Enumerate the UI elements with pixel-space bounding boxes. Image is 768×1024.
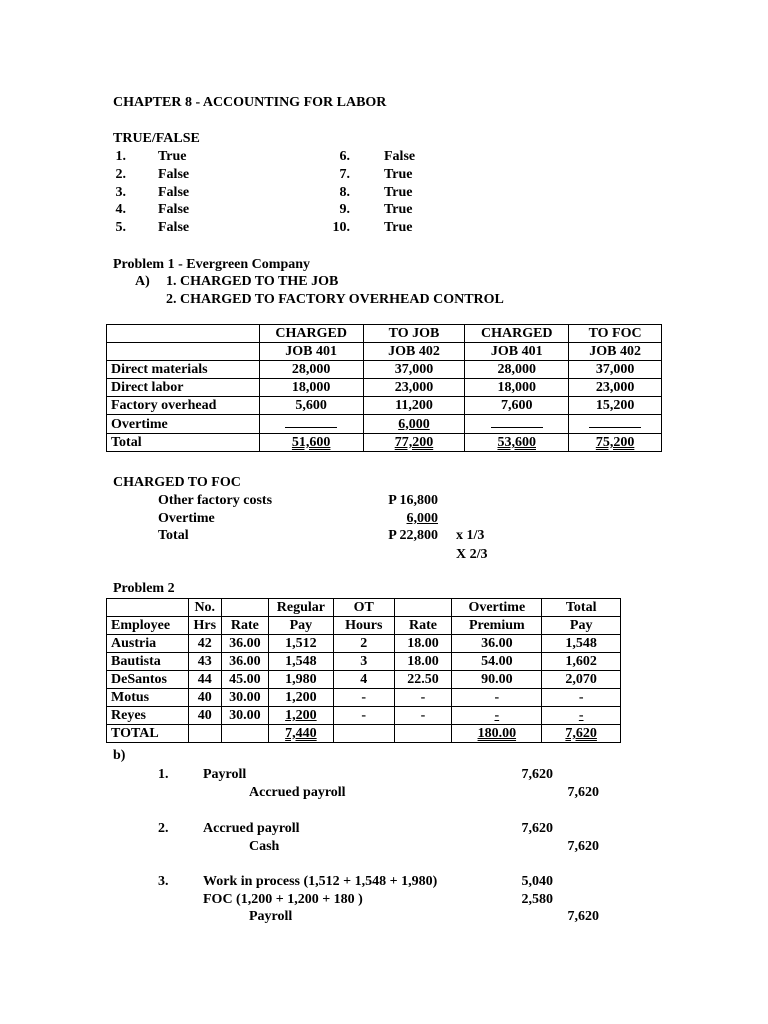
entry-debit: 5,040 [521, 874, 553, 889]
table-cell: 42 [188, 635, 221, 653]
table-cell [333, 725, 394, 743]
cell-value: - [578, 708, 584, 723]
table-cell: 18.00 [394, 653, 452, 671]
table-cell: 40 [188, 707, 221, 725]
table-cell: 44 [188, 671, 221, 689]
tf-answer: True [384, 202, 413, 218]
entry-credit: 7,620 [567, 909, 599, 924]
entry-debit: 7,620 [521, 767, 553, 782]
table-cell: 1,548 [542, 635, 621, 653]
table-cell [363, 434, 465, 452]
employee-name: Motus [107, 689, 189, 707]
tf-number: 4. [115, 202, 126, 218]
foc-value: 6,000 [406, 510, 438, 526]
row-label: TOTAL [107, 725, 189, 743]
foc-value: P 16,800 [388, 493, 438, 508]
table-cell [452, 725, 542, 743]
table-row [107, 635, 621, 653]
underline-blank [491, 415, 543, 428]
entry-account: Payroll [249, 909, 293, 924]
header-cell [221, 599, 268, 617]
table-cell: 23,000 [363, 379, 465, 397]
problem1-heading: Problem 1 - Evergreen Company [113, 257, 311, 272]
header-cell [107, 343, 260, 361]
table-cell: 18,000 [465, 379, 569, 397]
table-cell: 36.00 [452, 635, 542, 653]
table-cell: 15,200 [569, 397, 662, 415]
table-cell [542, 707, 621, 725]
cell-value: 75,200 [595, 435, 635, 450]
tf-heading: TRUE/FALSE [113, 131, 200, 146]
header-cell: CHARGED [465, 325, 569, 343]
cell-value: 7,440 [285, 726, 317, 741]
table-cell: 7,600 [465, 397, 569, 415]
foc-note-2-3: X 2/3 [456, 547, 488, 562]
entry-debit: 7,620 [521, 821, 553, 836]
job-cost-table [106, 324, 662, 452]
problem1-line2: 2. CHARGED TO FACTORY OVERHEAD CONTROL [166, 292, 504, 307]
entry-number: 1. [158, 767, 169, 782]
table-cell: 36.00 [221, 653, 268, 671]
tf-answer: True [384, 220, 413, 236]
foc-value: P 22,800 [388, 528, 438, 543]
header-cell: JOB 401 [465, 343, 569, 361]
header-cell: CHARGED [259, 325, 363, 343]
table-row [107, 397, 662, 415]
header-cell: Pay [542, 617, 621, 635]
header-cell: TO FOC [569, 325, 662, 343]
table-header-row [107, 599, 621, 617]
employee-name: DeSantos [107, 671, 189, 689]
header-cell [107, 325, 260, 343]
tf-number: 6. [339, 149, 350, 164]
tf-answer: True [158, 149, 187, 164]
entry-account: Cash [249, 838, 280, 854]
header-cell: Rate [394, 617, 452, 635]
table-cell: 37,000 [569, 361, 662, 379]
total-row [107, 725, 621, 743]
table-cell: - [452, 689, 542, 707]
header-cell: Regular [268, 599, 333, 617]
part-b-label: b) [113, 748, 126, 763]
table-row [107, 707, 621, 725]
header-cell: Overtime [452, 599, 542, 617]
table-cell: 90.00 [452, 671, 542, 689]
table-cell: 2 [333, 635, 394, 653]
row-label: Direct labor [107, 379, 260, 397]
entry-account: Accrued payroll [203, 821, 300, 836]
table-row [107, 415, 662, 434]
cell-value: 6,000 [398, 416, 430, 432]
foc-label: Total [158, 528, 189, 543]
tf-number: 2. [115, 166, 126, 182]
table-cell: 1,980 [268, 671, 333, 689]
underline-blank [589, 415, 641, 428]
table-cell [259, 415, 363, 434]
table-cell: 36.00 [221, 635, 268, 653]
table-cell [569, 434, 662, 452]
row-label: Direct materials [107, 361, 260, 379]
cell-value: 53,600 [497, 435, 536, 450]
header-cell: OT [333, 599, 394, 617]
table-cell [259, 434, 363, 452]
cell-value: 7,620 [565, 726, 597, 741]
problem1-a-label: A) [135, 274, 150, 289]
table-cell [569, 415, 662, 434]
problem1-line1: 1. CHARGED TO THE JOB [166, 274, 339, 289]
foc-heading: CHARGED TO FOC [113, 475, 241, 490]
header-cell: Premium [452, 617, 542, 635]
table-cell: 45.00 [221, 671, 268, 689]
table-cell: - [542, 689, 621, 707]
row-label: Factory overhead [107, 397, 260, 415]
table-row [107, 689, 621, 707]
entry-credit: 7,620 [567, 838, 599, 854]
table-header-row [107, 325, 662, 343]
table-cell: 18.00 [394, 635, 452, 653]
header-cell: JOB 402 [363, 343, 465, 361]
table-cell: 28,000 [259, 361, 363, 379]
underline-blank [285, 415, 337, 428]
header-cell: JOB 402 [569, 343, 662, 361]
table-row [107, 379, 662, 397]
entry-account: Payroll [203, 767, 247, 782]
entry-credit: 7,620 [567, 784, 599, 800]
header-cell: JOB 401 [259, 343, 363, 361]
table-cell: 1,548 [268, 653, 333, 671]
foc-label: Other factory costs [158, 493, 273, 508]
tf-answer: True [384, 166, 413, 182]
header-cell: Pay [268, 617, 333, 635]
tf-number: 1. [115, 149, 126, 164]
table-cell: 1,602 [542, 653, 621, 671]
table-cell [221, 725, 268, 743]
tf-answer: False [158, 202, 190, 218]
table-cell: 18,000 [259, 379, 363, 397]
table-cell [188, 725, 221, 743]
header-cell: Total [542, 599, 621, 617]
tf-number: 8. [339, 184, 350, 200]
table-cell: 30.00 [221, 689, 268, 707]
table-cell [452, 707, 542, 725]
entry-account: Work in process (1,512 + 1,548 + 1,980) [203, 874, 438, 889]
table-cell: 28,000 [465, 361, 569, 379]
entry-number: 3. [158, 874, 169, 889]
table-header-row [107, 617, 621, 635]
header-cell: No. [188, 599, 221, 617]
tf-number: 10. [332, 220, 350, 236]
table-cell: 22.50 [394, 671, 452, 689]
tf-answer: False [158, 184, 190, 200]
table-cell: 5,600 [259, 397, 363, 415]
table-header-row [107, 343, 662, 361]
table-cell: - [394, 707, 452, 725]
tf-answer: False [158, 166, 190, 182]
table-row [107, 671, 621, 689]
table-cell [268, 725, 333, 743]
problem2-heading: Problem 2 [113, 581, 175, 596]
header-cell: Employee [107, 617, 189, 635]
employee-name: Austria [107, 635, 189, 653]
table-cell: 4 [333, 671, 394, 689]
employee-name: Reyes [107, 707, 189, 725]
table-cell [465, 415, 569, 434]
table-row [107, 653, 621, 671]
header-cell: TO JOB [363, 325, 465, 343]
table-cell [542, 725, 621, 743]
table-cell [465, 434, 569, 452]
employee-name: Bautista [107, 653, 189, 671]
table-cell [394, 725, 452, 743]
row-label: Overtime [107, 415, 260, 434]
header-cell: Hours [333, 617, 394, 635]
row-label: Total [107, 434, 260, 452]
table-row [107, 434, 662, 452]
table-cell: 23,000 [569, 379, 662, 397]
table-cell: 40 [188, 689, 221, 707]
entry-debit: 2,580 [521, 891, 553, 907]
table-cell: 37,000 [363, 361, 465, 379]
table-cell [268, 707, 333, 725]
foc-note: x 1/3 [456, 528, 485, 543]
tf-answer: False [158, 220, 190, 236]
table-cell [363, 415, 465, 434]
header-cell: Rate [221, 617, 268, 635]
table-cell: 1,200 [268, 689, 333, 707]
tf-number: 3. [115, 184, 126, 200]
page-title: CHAPTER 8 - ACCOUNTING FOR LABOR [113, 95, 387, 110]
table-row [107, 361, 662, 379]
cell-value: 1,200 [285, 708, 317, 723]
tf-answer: True [384, 184, 413, 200]
cell-value: 180.00 [477, 726, 517, 741]
cell-value: 51,600 [291, 435, 331, 450]
entry-account: Accrued payroll [249, 784, 346, 800]
table-cell: 1,512 [268, 635, 333, 653]
entry-number: 2. [158, 821, 169, 836]
tf-number: 7. [339, 166, 350, 182]
tf-number: 5. [115, 220, 126, 236]
table-cell: - [333, 707, 394, 725]
entry-account: FOC (1,200 + 1,200 + 180 ) [203, 891, 363, 907]
table-cell: 43 [188, 653, 221, 671]
foc-label: Overtime [158, 510, 215, 526]
tf-number: 9. [339, 202, 350, 218]
table-cell: 11,200 [363, 397, 465, 415]
table-cell: - [394, 689, 452, 707]
header-cell: Hrs [188, 617, 221, 635]
header-cell [107, 599, 189, 617]
header-cell [394, 599, 452, 617]
cell-value: 77,200 [394, 435, 434, 450]
table-cell: 2,070 [542, 671, 621, 689]
table-cell: 54.00 [452, 653, 542, 671]
tf-answer: False [384, 149, 416, 164]
table-cell: 30.00 [221, 707, 268, 725]
payroll-table [106, 598, 621, 743]
table-cell: 3 [333, 653, 394, 671]
cell-value: - [494, 708, 500, 723]
table-cell: - [333, 689, 394, 707]
